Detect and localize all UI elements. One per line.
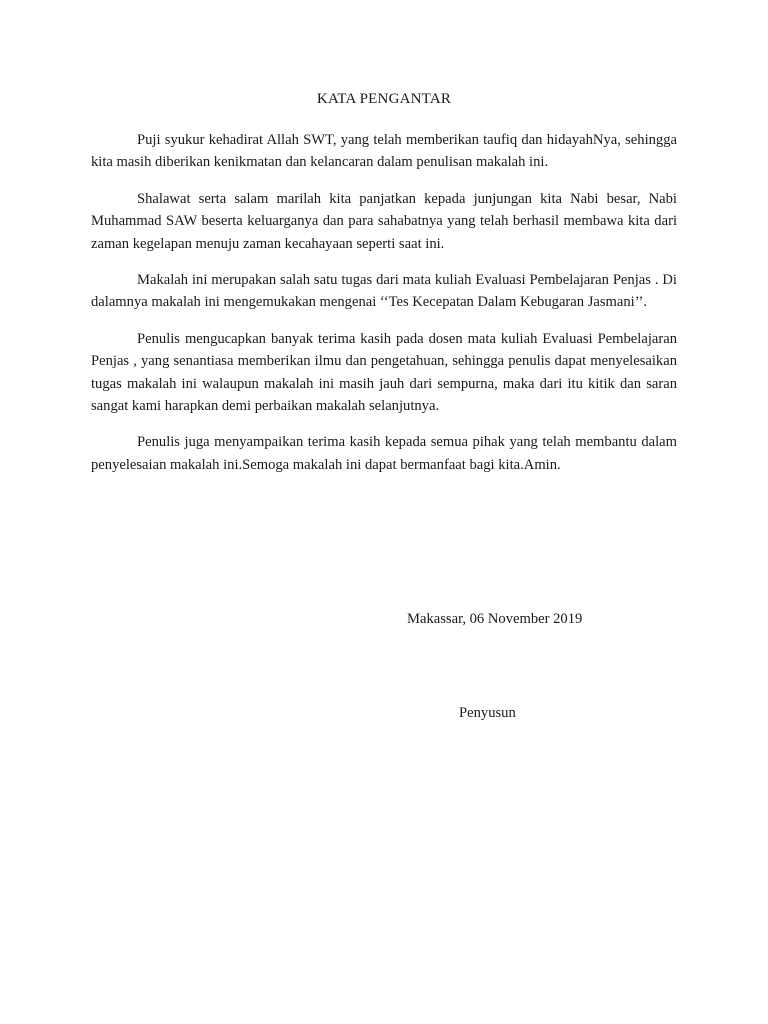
paragraph-3: Makalah ini merupakan salah satu tugas dari mata kuliah Evaluasi Pembelajaran Penjas . Di dalamnya makalah ini mengemukakan mengenai ‘‘Tes Kecepatan Dalam Kebugaran Jasmani’’.: [91, 272, 677, 311]
paragraph-2: Shalawat serta salam marilah kita panjatkan kepada junjungan kita Nabi besar, Nabi Muhammad SAW beserta keluarganya dan para sahabatnya yang telah berhasil membawa kita dari zaman kegelapan menuju zaman kecahayaan seperti saat ini.: [91, 190, 677, 252]
signer-label: Penyusun: [459, 705, 516, 721]
paragraph-1: Puji syukur kehadirat Allah SWT, yang telah memberikan taufiq dan hidayahNya, sehingga kita masih diberikan kenikmatan dan kelancaran dalam penulisan makalah ini.: [91, 132, 677, 171]
place-and-date: Makassar, 06 November 2019: [407, 611, 583, 627]
paragraph-4: Penulis mengucapkan banyak terima kasih pada dosen mata kuliah Evaluasi Pembelajaran Penjas , yang senantiasa memberikan ilmu dan pengetahuan, sehingga penulis dapat menyelesaikan tugas makalah ini walaupun makalah ini masih jauh dari sempurna, maka dari itu kitik dan saran sangat kami harapkan demi perbaikan makalah selanjutnya.: [91, 330, 677, 415]
paragraph-5: Penulis juga menyampaikan terima kasih kepada semua pihak yang telah membantu dalam penyelesaian makalah ini.Semoga makalah ini dapat bermanfaat bagi kita.Amin.: [91, 434, 677, 473]
document-body: [91, 129, 677, 476]
document-title: KATA PENGANTAR: [316, 91, 452, 107]
